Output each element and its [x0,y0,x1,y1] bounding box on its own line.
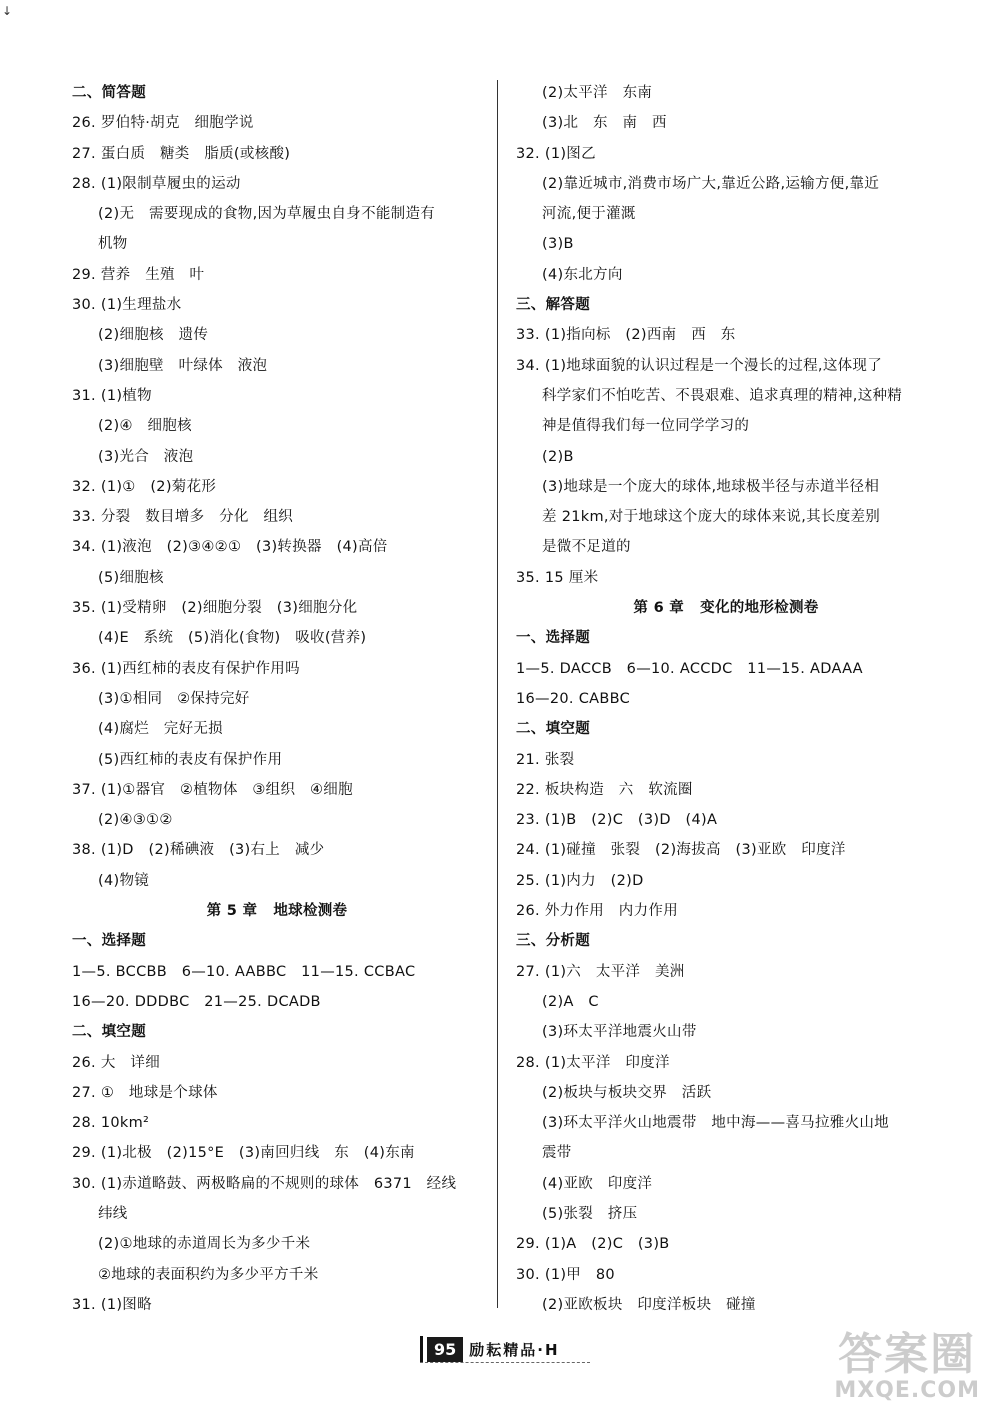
answer-line: (4)东北方向 [542,266,623,283]
left-column [72,78,482,1320]
answer-line: (4)物镜 [98,872,150,889]
answer-line: (2)亚欧板块 印度洋板块 碰撞 [542,1296,756,1313]
section-heading: 一、选择题 [516,630,590,647]
chapter-title: 第 5 章 地球检测卷 [206,903,348,920]
answer-line: 27. (1)六 太平洋 美洲 [516,963,685,980]
answer-line: (4)亚欧 印度洋 [542,1175,653,1192]
watermark-cn: 答案圈 [838,1329,977,1380]
answer-line: 29. (1)A (2)C (3)B [516,1236,670,1253]
column-divider [497,80,498,1308]
answer-line: (4)E 系统 (5)消化(食物) 吸收(营养) [98,630,367,647]
answer-line: 34. (1)液泡 (2)③④②① (3)转换器 (4)高倍 [72,539,388,556]
answer-line: 是微不足道的 [542,539,631,556]
answer-line: 神是值得我们每一位同学学习的 [542,418,750,435]
answer-line: 机物 [98,236,128,253]
section-heading: 二、填空题 [72,1024,146,1041]
answer-line: 35. 15 厘米 [516,569,599,586]
answer-line: 23. (1)B (2)C (3)D (4)A [516,812,718,829]
answer-line: 河流,便于灌溉 [542,206,636,223]
brand-label: 励耘精品·H [469,1340,560,1359]
answer-line: (2)太平洋 东南 [542,85,653,101]
answer-line: 22. 板块构造 六 软流圈 [516,781,693,798]
answer-line: 28. (1)太平洋 印度洋 [516,1054,670,1071]
section-heading: 二、简答题 [72,85,146,101]
answer-line: (3)B [542,236,574,253]
answer-line: 31. (1)图略 [72,1296,152,1313]
answer-line: 28. 10km² [72,1115,150,1132]
chapter-title: 第 6 章 变化的地形检测卷 [633,600,819,617]
answer-line: 35. (1)受精卵 (2)细胞分裂 (3)细胞分化 [72,600,358,617]
section-heading: 三、分析题 [516,933,590,950]
answer-line: (5)张裂 挤压 [542,1205,638,1222]
answer-line: (5)细胞核 [98,569,164,586]
section-heading: 三、解答题 [516,297,590,314]
answer-line: (2)A C [542,993,599,1010]
answer-line: 差 21km,对于地球这个庞大的球体来说,其长度差别 [542,509,881,526]
corner-mark: ↓ [2,4,13,18]
answer-line: (3)环太平洋地震火山带 [542,1024,697,1041]
answer-line: 25. (1)内力 (2)D [516,872,644,889]
answer-line: 纬线 [98,1205,128,1222]
answer-line: (4)腐烂 完好无损 [98,721,223,738]
answer-line: 33. 分裂 数目增多 分化 组织 [72,509,294,526]
answer-line: ②地球的表面积约为多少平方千米 [98,1266,319,1283]
watermark [834,1318,980,1403]
answer-line: (2)④③①② [98,812,173,829]
answer-line: 16—20. DDDBC 21—25. DCADB [72,993,321,1010]
watermark-en: MXQE.COM [834,1378,980,1403]
answer-line: (2)B [542,448,574,465]
answer-line: 震带 [542,1145,572,1162]
answer-line: 26. 外力作用 内力作用 [516,903,678,920]
answer-line: 27. 蛋白质 糖类 脂质(或核酸) [72,145,291,162]
answer-line: (2)细胞核 遗传 [98,327,209,344]
answer-line: 30. (1)生理盐水 [72,297,182,314]
page-footer [420,1332,560,1366]
page-number: 95 [427,1337,463,1362]
section-heading: 二、填空题 [516,721,590,738]
answer-line: 34. (1)地球面貌的认识过程是一个漫长的过程,这体现了 [516,357,883,374]
answer-line: 36. (1)西红柿的表皮有保护作用吗 [72,660,300,677]
answer-line: 37. (1)①器官 ②植物体 ③组织 ④细胞 [72,781,353,798]
answer-line: 32. (1)图乙 [516,145,596,162]
answer-line: 科学家们不怕吃苦、不畏艰难、追求真理的精神,这种精 [542,387,903,404]
answer-line: 32. (1)① (2)菊花形 [72,478,217,495]
answer-line: 16—20. CABBC [516,690,631,707]
right-column [516,78,936,1320]
answer-line: (2)靠近城市,消费市场广大,靠近公路,运输方便,靠近 [542,175,880,192]
answer-line: (5)西红柿的表皮有保护作用 [98,751,283,768]
answer-line: 21. 张裂 [516,751,575,768]
answer-line: (2)①地球的赤道周长为多少千米 [98,1236,311,1253]
answer-line: 27. ① 地球是个球体 [72,1084,218,1101]
answer-line: (3)细胞壁 叶绿体 液泡 [98,357,268,374]
answer-line: 31. (1)植物 [72,387,152,404]
answer-line: 30. (1)甲 80 [516,1266,615,1283]
answer-line: (3)①相同 ②保持完好 [98,690,250,707]
answer-line: 24. (1)碰撞 张裂 (2)海拔高 (3)亚欧 印度洋 [516,842,846,859]
answer-line: (2)无 需要现成的食物,因为草履虫自身不能制造有 [98,206,436,223]
answer-line: (3)地球是一个庞大的球体,地球极半径与赤道半径相 [542,478,880,495]
answer-line: 33. (1)指向标 (2)西南 西 东 [516,327,736,344]
footer-bar [420,1336,423,1362]
footer-dashed-rule [420,1362,590,1363]
section-heading: 一、选择题 [72,933,146,950]
answer-line: 1—5. BCCBB 6—10. AABBC 11—15. CCBAC [72,963,416,980]
answer-line: 30. (1)赤道略鼓、两极略扁的不规则的球体 6371 经线 [72,1175,457,1192]
answer-line: 26. 大 详细 [72,1054,160,1071]
answer-line: (3)北 东 南 西 [542,115,667,132]
answer-line: (3)光合 液泡 [98,448,194,465]
answer-line: (2)板块与板块交界 活跃 [542,1084,712,1101]
answer-line: 29. (1)北极 (2)15°E (3)南回归线 东 (4)东南 [72,1145,415,1162]
answer-line: (3)环太平洋火山地震带 地中海——喜马拉雅火山地 [542,1115,889,1132]
answer-line: 26. 罗伯特·胡克 细胞学说 [72,115,254,132]
answer-line: 38. (1)D (2)稀碘液 (3)右上 减少 [72,842,325,859]
answer-line: 28. (1)限制草履虫的运动 [72,175,241,192]
answer-line: 29. 营养 生殖 叶 [72,266,205,283]
answer-line: (2)④ 细胞核 [98,418,192,435]
answer-line: 1—5. DACCB 6—10. ACCDC 11—15. ADAAA [516,660,863,677]
